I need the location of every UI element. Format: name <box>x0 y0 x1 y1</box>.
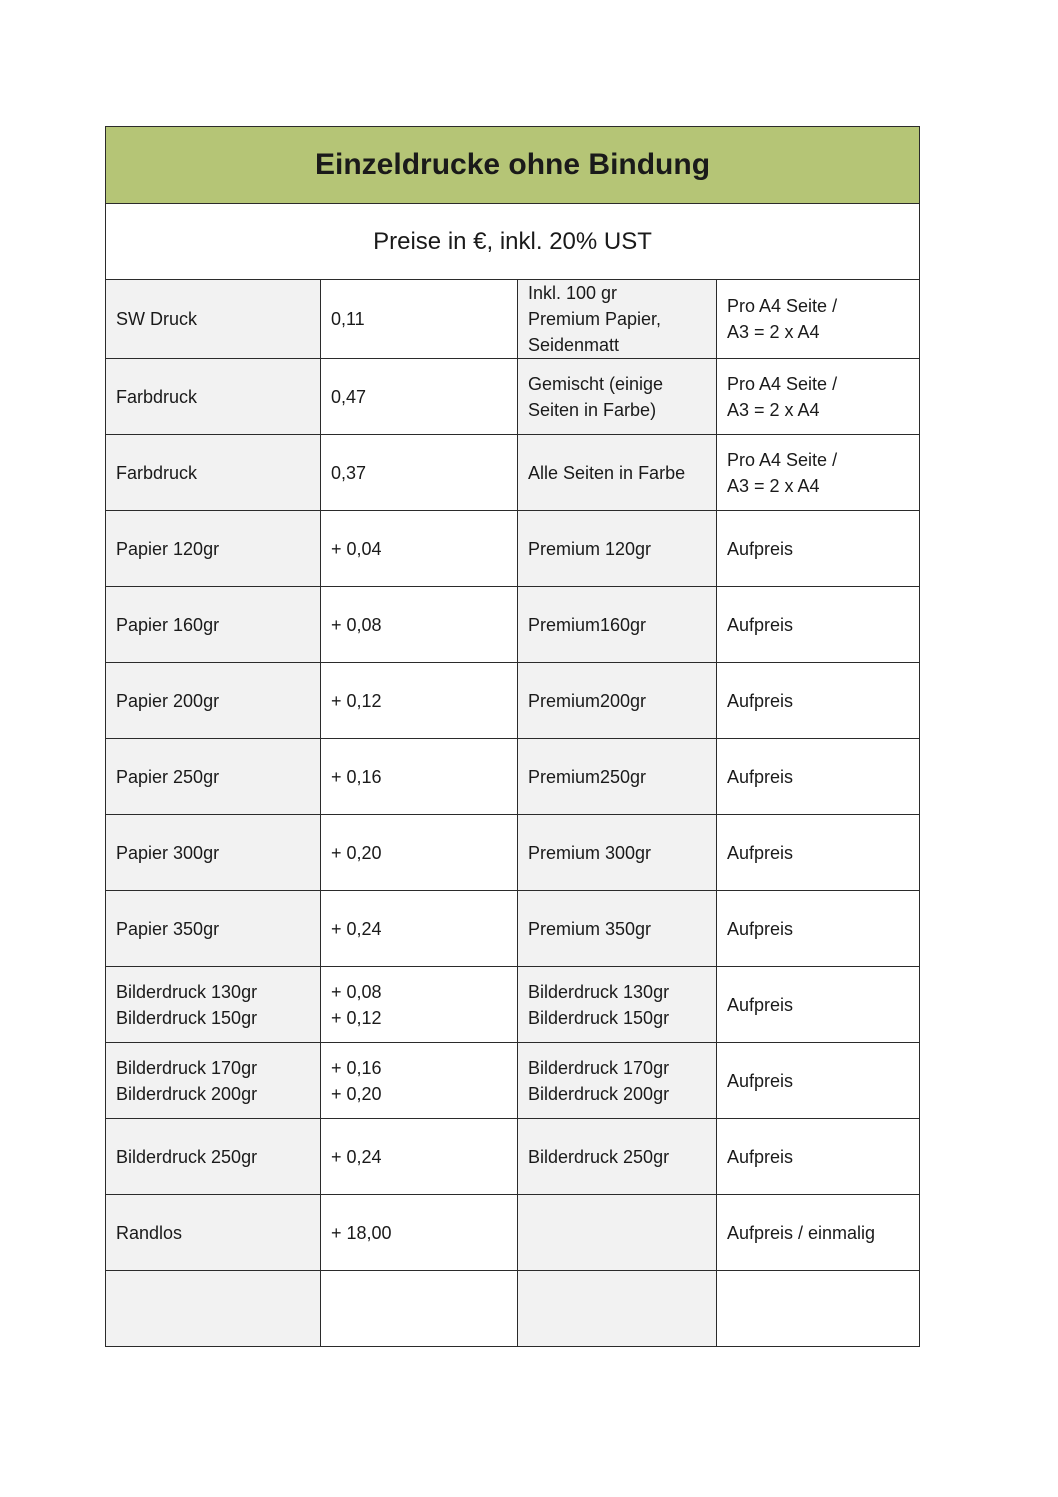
item-cell: Papier 160gr <box>106 587 321 663</box>
description-cell <box>518 1271 717 1347</box>
item-cell: Papier 250gr <box>106 739 321 815</box>
note-cell: Pro A4 Seite / A3 = 2 x A4 <box>717 435 920 511</box>
description-cell: Premium250gr <box>518 739 717 815</box>
item-cell: Papier 200gr <box>106 663 321 739</box>
item-cell: Bilderdruck 130gr Bilderdruck 150gr <box>106 967 321 1043</box>
item-cell <box>106 1271 321 1347</box>
description-cell: Bilderdruck 170gr Bilderdruck 200gr <box>518 1043 717 1119</box>
description-cell: Premium 300gr <box>518 815 717 891</box>
table-title: Einzeldrucke ohne Bindung <box>106 127 920 204</box>
note-cell: Aufpreis <box>717 815 920 891</box>
table-subtitle: Preise in €, inkl. 20% UST <box>106 204 920 280</box>
note-cell: Aufpreis <box>717 587 920 663</box>
note-cell: Aufpreis <box>717 1119 920 1195</box>
note-cell: Pro A4 Seite / A3 = 2 x A4 <box>717 359 920 435</box>
title-row <box>106 127 920 204</box>
description-cell: Premium 120gr <box>518 511 717 587</box>
price-cell: + 0,04 <box>321 511 518 587</box>
price-cell: 0,11 <box>321 280 518 359</box>
description-cell: Premium200gr <box>518 663 717 739</box>
price-cell: + 0,08 <box>321 587 518 663</box>
table-row <box>106 359 920 435</box>
price-cell: + 18,00 <box>321 1195 518 1271</box>
item-cell: SW Druck <box>106 280 321 359</box>
table-row <box>106 511 920 587</box>
price-cell: + 0,12 <box>321 663 518 739</box>
description-cell: Gemischt (einige Seiten in Farbe) <box>518 359 717 435</box>
price-cell: + 0,16 <box>321 739 518 815</box>
description-cell: Premium160gr <box>518 587 717 663</box>
description-cell: Bilderdruck 250gr <box>518 1119 717 1195</box>
table-row <box>106 663 920 739</box>
price-cell: + 0,24 <box>321 1119 518 1195</box>
table-row <box>106 435 920 511</box>
price-cell: 0,47 <box>321 359 518 435</box>
subtitle-row <box>106 204 920 280</box>
description-cell: Premium 350gr <box>518 891 717 967</box>
note-cell: Aufpreis <box>717 663 920 739</box>
item-cell: Papier 300gr <box>106 815 321 891</box>
item-cell: Farbdruck <box>106 435 321 511</box>
table-row <box>106 1119 920 1195</box>
table-row <box>106 739 920 815</box>
price-table <box>105 126 920 1347</box>
note-cell: Aufpreis <box>717 739 920 815</box>
note-cell: Pro A4 Seite / A3 = 2 x A4 <box>717 280 920 359</box>
description-cell <box>518 1195 717 1271</box>
item-cell: Bilderdruck 170gr Bilderdruck 200gr <box>106 1043 321 1119</box>
note-cell <box>717 1271 920 1347</box>
item-cell: Bilderdruck 250gr <box>106 1119 321 1195</box>
table-row <box>106 1271 920 1347</box>
price-cell: + 0,24 <box>321 891 518 967</box>
price-cell: + 0,16 + 0,20 <box>321 1043 518 1119</box>
table-row <box>106 1195 920 1271</box>
item-cell: Papier 350gr <box>106 891 321 967</box>
item-cell: Farbdruck <box>106 359 321 435</box>
table-row <box>106 967 920 1043</box>
table-row <box>106 815 920 891</box>
price-cell: + 0,20 <box>321 815 518 891</box>
price-cell <box>321 1271 518 1347</box>
note-cell: Aufpreis <box>717 1043 920 1119</box>
table-row <box>106 1043 920 1119</box>
price-cell: 0,37 <box>321 435 518 511</box>
note-cell: Aufpreis <box>717 511 920 587</box>
description-cell: Bilderdruck 130gr Bilderdruck 150gr <box>518 967 717 1043</box>
price-cell: + 0,08 + 0,12 <box>321 967 518 1043</box>
description-cell: Alle Seiten in Farbe <box>518 435 717 511</box>
description-cell: Inkl. 100 gr Premium Papier, Seidenmatt <box>518 280 717 359</box>
note-cell: Aufpreis <box>717 891 920 967</box>
table-row <box>106 891 920 967</box>
note-cell: Aufpreis / einmalig <box>717 1195 920 1271</box>
table-row <box>106 280 920 359</box>
table-row <box>106 587 920 663</box>
item-cell: Papier 120gr <box>106 511 321 587</box>
note-cell: Aufpreis <box>717 967 920 1043</box>
item-cell: Randlos <box>106 1195 321 1271</box>
